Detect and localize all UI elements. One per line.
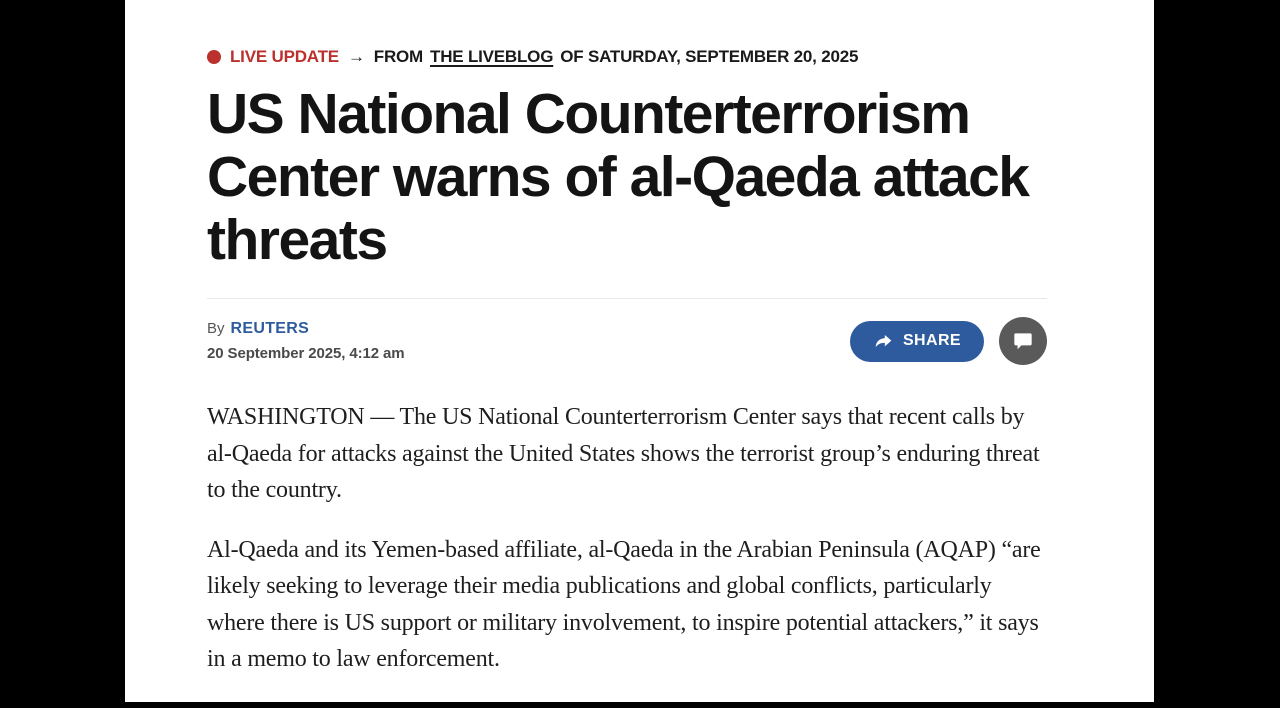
byline-prefix: By bbox=[207, 320, 225, 337]
live-update-badge: LIVE UPDATE bbox=[230, 47, 339, 66]
author-link[interactable]: REUTERS bbox=[230, 320, 310, 337]
live-dot-icon bbox=[207, 50, 221, 64]
article-page bbox=[125, 0, 1154, 702]
article-content bbox=[125, 0, 1047, 678]
live-update-strip bbox=[207, 47, 1047, 67]
byline bbox=[207, 320, 405, 338]
meta-row bbox=[207, 317, 1047, 365]
article-body bbox=[207, 399, 1047, 678]
liveblog-date-text: OF SATURDAY, SEPTEMBER 20, 2025 bbox=[560, 47, 859, 66]
paragraph: Al-Qaeda and its Yemen-based affiliate, al-Qaeda in the Arabian Peninsula (AQAP) “are likely seeking to leverage their media publications and global conflicts, particularly where there is US support or military involvement, to inspire potential attackers,” it says in a memo to law enforcement. bbox=[207, 536, 1041, 672]
arrow-right-icon: → bbox=[347, 47, 365, 66]
share-icon bbox=[873, 331, 894, 352]
paragraph: WASHINGTON — The US National Counterterrorism Center says that recent calls by al-Qaeda for attacks against the United States shows the terrorist group’s enduring threat to the country. bbox=[207, 404, 1040, 503]
share-button[interactable] bbox=[850, 321, 984, 362]
comment-bubble-icon bbox=[1010, 328, 1036, 354]
liveblog-from-text: FROM bbox=[373, 47, 424, 66]
publish-date: 20 September 2025, 4:12 am bbox=[207, 345, 405, 362]
divider bbox=[207, 298, 1047, 299]
comments-button[interactable] bbox=[999, 317, 1047, 365]
action-buttons bbox=[850, 317, 1047, 365]
share-button-label: SHARE bbox=[902, 332, 961, 349]
byline-block bbox=[207, 320, 405, 362]
liveblog-link[interactable]: THE LIVEBLOG bbox=[430, 47, 554, 66]
page-title: US National Counterterrorism Center warns of al-Qaeda attack threats bbox=[207, 82, 1029, 272]
